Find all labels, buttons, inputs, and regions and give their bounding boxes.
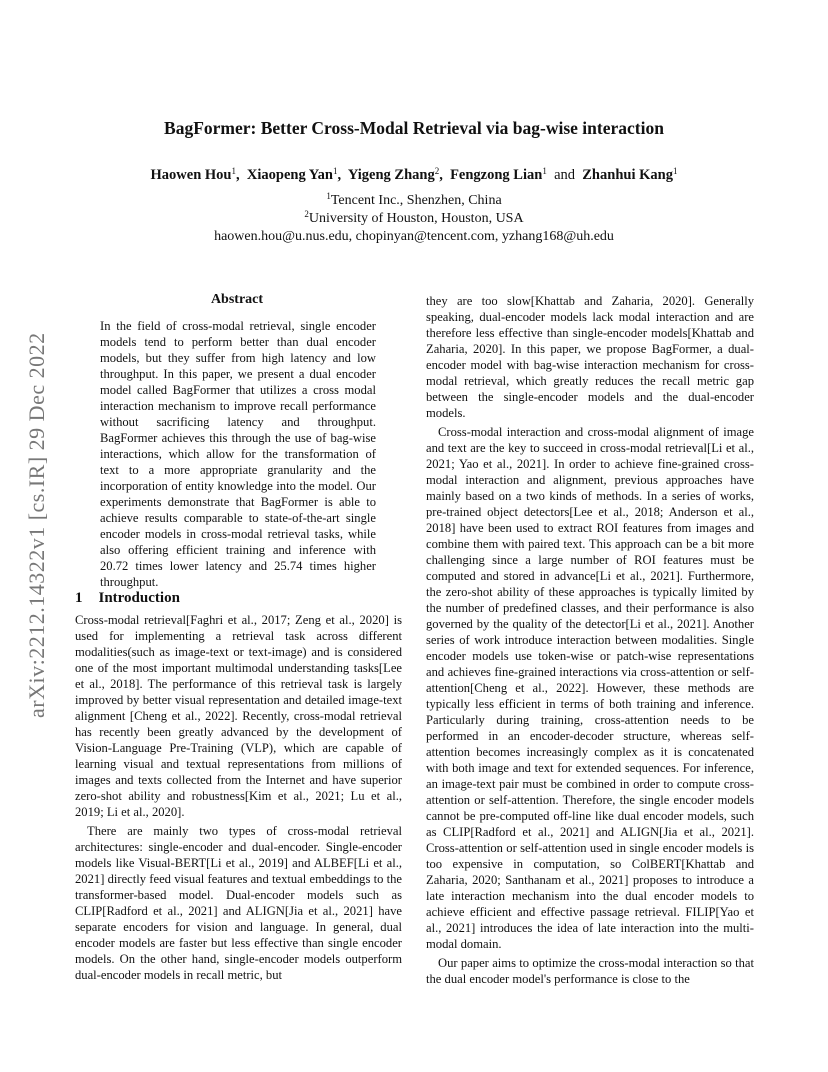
arxiv-watermark: arXiv:2212.14322v1 [cs.IR] 29 Dec 2022: [24, 332, 49, 718]
right-column: [426, 293, 754, 987]
author-name: Xiaopeng Yan$^1$: [246, 166, 338, 183]
author-emails: haowen.hou@u.nus.edu, chopinyan@tencent.com, yzhang168@uh.edu: [214, 229, 614, 244]
author-and: and: [554, 167, 576, 183]
author-name: Zhanhui Kang$^1$: [582, 166, 678, 183]
paragraph: Cross-modal interaction and cross-modal alignment of image and text are the key to succeed in cross-modal retrieval[Li et al., 2021; Yao et al., 2021]. In order to achieve fine-grained cross-modal interaction and alignment, previous approaches have mainly based on a two kinds of methods. In a series of works, pre-trained object detectors[Lee et al., 2018; Anderson et al., 2018] have been used to extract ROI features from images and combine them with paired text. This approach can be a bit more challenging since a large number of ROI features must be computed and stored in advance[Li et al., 2021]. Furthermore, the zero-shot ability of these approaches is typically limited by the number of predefined classes, and their performance is also governed by the quality of the detector[Li et al., 2021]. Another series of work introduce interaction between modalities. Single encoder models use token-wise or patch-wise representations and achieves fine-grained interactions via cross-attention or self-attention[Cheng et al., 2022]. However, these methods are typically less efficient in terms of both training and inference. Particularly during training, cross-attention needs to be performed in an encoder-decoder structure, whereas self-attention becomes increasingly complex as it is concatenated with both image and text for extended sequences. For inference, an image-text pair must be combined in order to compute cross-attention or self-attention. Therefore, the single encoder models cannot be pre-computed off-line like dual encoder models, such as CLIP[Radford et al., 2021] and ALIGN[Jia et al., 2021]. Cross-attention or self-attention used in single encoder models is too expensive in computation, so ColBERT[Khattab and Zaharia, 2020; Santhanam et al., 2021] proposes to introduce a late interaction mechanism into the dual encoder models to achieve efficient and effective passage retrieval. FILIP[Yao et al., 2021] introduces the idea of late interaction into the multi-modal domain.: [426, 425, 754, 951]
paragraph: Our paper aims to optimize the cross-modal interaction so that the dual encoder model's performance is close to the: [426, 956, 754, 986]
affiliation: $^1$Tencent Inc., Shenzhen, China: [326, 191, 502, 208]
abstract-heading: Abstract: [210, 292, 264, 307]
paragraph: they are too slow[Khattab and Zaharia, 2020]. Generally speaking, dual-encoder models lack modal interaction and are therefore less effective than single-encoder models[Khattab and Zaharia, 2020]. In this paper, we propose BagFormer, a dual-encoder model with bag-wise interaction mechanism for cross-modal retrieval, which greatly reduces the recall metric gap between the single-encoder models and the dual-encoder models.: [426, 294, 754, 420]
paper-title: BagFormer: Better Cross-Modal Retrieval via bag-wise interaction: [164, 118, 664, 138]
affiliation: $^2$University of Houston, Houston, USA: [304, 209, 524, 226]
left-column: [75, 612, 402, 983]
paragraph: There are mainly two types of cross-modal retrieval architectures: single-encoder and dual-encoder. Single-encoder models like Visual-BERT[Li et al., 2019] and ALBEF[Li et al., 2021] directly feed visual features and textual embeddings to the transformer-based model. Dual-encoder models such as CLIP[Radford et al., 2021] and ALIGN[Jia et al., 2021] have separate encoders for vision and language. In general, dual encoder models are faster but less effective than single encoder models. On the other hand, single-encoder models outperform dual-encoder models in recall metric, but: [75, 824, 402, 982]
author-name: Yigeng Zhang$^2$: [347, 166, 440, 183]
author-name: Haowen Hou$^1$: [150, 166, 236, 183]
section-heading: 1 Introduction: [75, 590, 180, 606]
author-name: Fengzong Lian$^1$: [450, 166, 547, 183]
paragraph: Cross-modal retrieval[Faghri et al., 2017; Zeng et al., 2020] is used for implementing a retrieval task across different modalities(such as image-text or text-image) and is considered one of the most important multimodal understanding tasks[Lee et al., 2018]. The performance of this retrieval task is largely improved by better visual representation and detailed image-text alignment [Cheng et al., 2022]. Recently, cross-modal retrieval has recently been greatly advanced by the development of Vision-Language Pre-Training (VLP), which are capable of learning visual and textual representations from millions of images and texts collected from the Internet and have superior zero-shot ability and robustness[Kim et al., 2021; Lu et al., 2019; Li et al., 2020].: [75, 613, 402, 819]
author-list: Haowen Hou$^1$, Xiaopeng Yan$^1$, Yigeng Zhang$^2$, Fengzong Lian$^1$ and Zhanhui Kang$^1$: [150, 166, 678, 183]
abstract-text: In the field of cross-modal retrieval, single encoder models tend to perform better than dual encoder models, but they suffer from high latency and low throughput. In this paper, we present a dual encoder model called BagFormer that utilizes a cross modal interaction mechanism to improve recall performance without sacrificing latency and throughput. BagFormer achieves this through the use of bag-wise interactions, which allow for the transformation of text to a more appropriate granularity and the incorporation of entity knowledge into the model. Our experiments demonstrate that BagFormer is able to achieve results comparable to state-of-the-art single encoder models in cross-modal retrieval tasks, while also offering efficient training and inference with 20.72 times lower latency and 25.74 times higher throughput.: [100, 319, 376, 589]
